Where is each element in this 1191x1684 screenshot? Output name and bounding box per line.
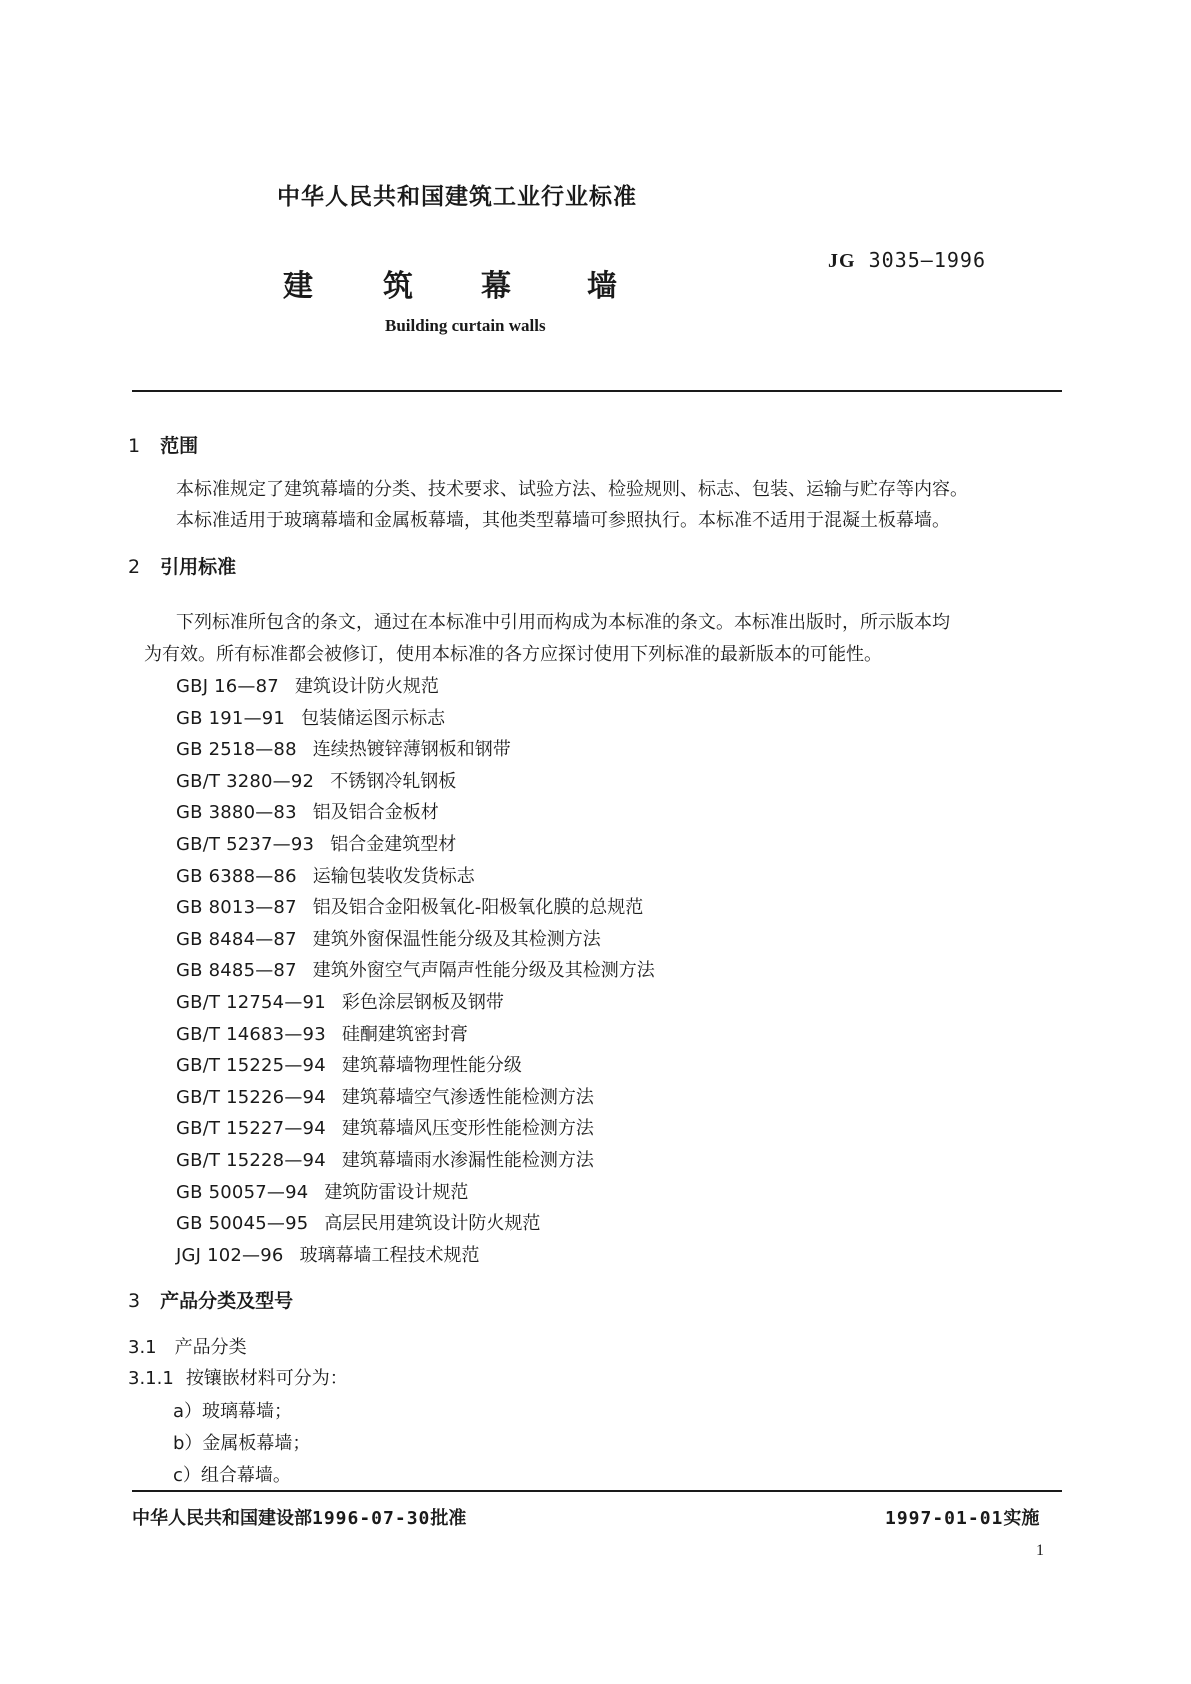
approval-org: 中华人民共和国建设部: [132, 1508, 312, 1529]
reference-title: 铝及铝合金阳极氧化-阳极氧化膜的总规范: [312, 897, 644, 919]
reference-code: GB/T 3280—92: [176, 770, 315, 792]
reference-item: [176, 735, 511, 761]
reference-item: [176, 1083, 594, 1109]
subsection-3-1-title: 产品分类: [174, 1337, 247, 1358]
section-3-heading: [128, 1286, 293, 1313]
approval-date: 1996-07-30: [312, 1508, 431, 1529]
reference-item: [176, 893, 643, 919]
reference-code: GB 2518—88: [176, 739, 297, 761]
subsection-3-1-1-title: 按镶嵌材料可分为：: [185, 1368, 348, 1389]
reference-item: [176, 988, 504, 1014]
section-2-heading: [128, 552, 236, 579]
subsection-3-1: [128, 1333, 247, 1359]
reference-item: [176, 1114, 594, 1140]
reference-code: GB 50045—95: [176, 1213, 309, 1235]
standard-code-number: 3035—1996: [868, 248, 986, 272]
reference-title: 建筑幕墙风压变形性能检测方法: [341, 1118, 594, 1140]
page-number: 1: [1036, 1542, 1044, 1559]
section-1-paragraph-2: 本标准适用于玻璃幕墙和金属板幕墙，其他类型幕墙可参照执行。本标准不适用于混凝土板幕墙。: [176, 510, 950, 531]
reference-item: [176, 1051, 522, 1077]
reference-code: GB/T 15227—94: [176, 1118, 326, 1140]
reference-item: [176, 1209, 540, 1235]
section-2-intro-line-2: 为有效。所有标准都会被修订，使用本标准的各方应探讨使用下列标准的最新版本的可能性。: [144, 644, 882, 665]
reference-code: GB 8485—87: [176, 960, 297, 982]
title-char-3: 幕: [481, 269, 511, 304]
reference-title: 建筑防雷设计规范: [324, 1181, 469, 1203]
reference-item: [176, 956, 655, 982]
reference-code: GB/T 14683—93: [176, 1023, 326, 1045]
reference-title: 建筑设计防火规范: [294, 676, 439, 697]
reference-item: [176, 925, 601, 951]
subsection-3-1-number: 3.1: [128, 1337, 157, 1358]
reference-title: 铝合金建筑型材: [330, 834, 457, 855]
reference-title: 不锈钢冷轧钢板: [330, 770, 457, 792]
header-divider: [132, 390, 1062, 392]
reference-code: GB 8484—87: [176, 928, 297, 950]
reference-code: GB/T 15226—94: [176, 1086, 326, 1108]
reference-code: GB 8013—87: [176, 897, 297, 919]
classification-item-a: a）玻璃幕墙；: [173, 1401, 293, 1422]
effective-word: 实施: [1003, 1508, 1040, 1529]
reference-title: 硅酮建筑密封膏: [341, 1023, 468, 1045]
reference-code: GB/T 12754—91: [176, 992, 326, 1013]
reference-title: 建筑幕墙物理性能分级: [341, 1055, 522, 1077]
industry-standard-heading: 中华人民共和国建筑工业行业标准: [277, 184, 637, 210]
english-title: Building curtain walls: [385, 316, 546, 335]
section-1-paragraph-1: 本标准规定了建筑幕墙的分类、技术要求、试验方法、检验规则、标志、包装、运输与贮存等内容。: [176, 479, 968, 500]
reference-code: GB 3880—83: [176, 802, 297, 824]
reference-item: [176, 704, 445, 730]
reference-title: 建筑幕墙雨水渗漏性能检测方法: [341, 1150, 594, 1171]
reference-item: [176, 1241, 480, 1267]
section-1-title: 范围: [160, 435, 199, 457]
reference-title: 建筑幕墙空气渗透性能检测方法: [341, 1086, 594, 1108]
subsection-3-1-1: [128, 1364, 348, 1390]
reference-item: [176, 862, 475, 888]
reference-item: [176, 672, 439, 698]
classification-item-c: c）组合幕墙。: [173, 1465, 291, 1486]
approval-word: 批准: [430, 1508, 467, 1529]
reference-title: 连续热镀锌薄钢板和钢带: [312, 739, 511, 761]
section-2-intro-line-1: 下列标准所包含的条文，通过在本标准中引用而构成为本标准的条文。本标准出版时，所示版本均: [176, 612, 950, 633]
effective-line: [885, 1504, 1039, 1530]
reference-code: GB/T 15228—94: [176, 1150, 326, 1171]
standard-code: [828, 248, 986, 273]
approval-line: [132, 1504, 466, 1530]
section-1-number: 1: [128, 435, 141, 457]
classification-item-b: b）金属板幕墙；: [173, 1433, 311, 1454]
section-2-number: 2: [128, 556, 141, 578]
reference-item: [176, 767, 456, 793]
title-char-1: 建: [283, 269, 313, 304]
reference-item: [176, 830, 456, 856]
reference-title: 彩色涂层钢板及钢带: [341, 992, 504, 1013]
section-2-title: 引用标准: [160, 556, 237, 578]
reference-code: GB 6388—86: [176, 865, 297, 887]
standard-code-prefix: JG: [828, 250, 856, 272]
title-char-2: 筑: [383, 269, 413, 304]
reference-item: [176, 1178, 468, 1204]
reference-code: GB/T 15225—94: [176, 1055, 326, 1077]
reference-title: 玻璃幕墙工程技术规范: [299, 1244, 480, 1266]
reference-title: 高层民用建筑设计防火规范: [324, 1213, 541, 1235]
reference-code: GB 191—91: [176, 707, 286, 729]
reference-code: JGJ 102—96: [176, 1244, 284, 1266]
reference-item: [176, 1146, 594, 1172]
reference-title: 包装储运图示标志: [301, 707, 446, 729]
reference-title: 运输包装收发货标志: [312, 865, 475, 887]
reference-title: 铝及铝合金板材: [312, 802, 439, 824]
subsection-3-1-1-number: 3.1.1: [128, 1368, 174, 1389]
reference-title: 建筑外窗保温性能分级及其检测方法: [312, 928, 601, 950]
footer-divider: [132, 1490, 1062, 1492]
reference-code: GBJ 16—87: [176, 676, 279, 697]
reference-title: 建筑外窗空气声隔声性能分级及其检测方法: [312, 960, 655, 982]
section-3-number: 3: [128, 1290, 141, 1312]
reference-item: [176, 798, 439, 824]
reference-code: GB/T 5237—93: [176, 834, 315, 855]
reference-code: GB 50057—94: [176, 1181, 309, 1203]
effective-date: 1997-01-01: [885, 1508, 1004, 1529]
section-3-title: 产品分类及型号: [160, 1290, 294, 1312]
reference-item: [176, 1020, 468, 1046]
section-1-heading: [128, 431, 198, 458]
title-char-4: 墙: [587, 269, 617, 304]
